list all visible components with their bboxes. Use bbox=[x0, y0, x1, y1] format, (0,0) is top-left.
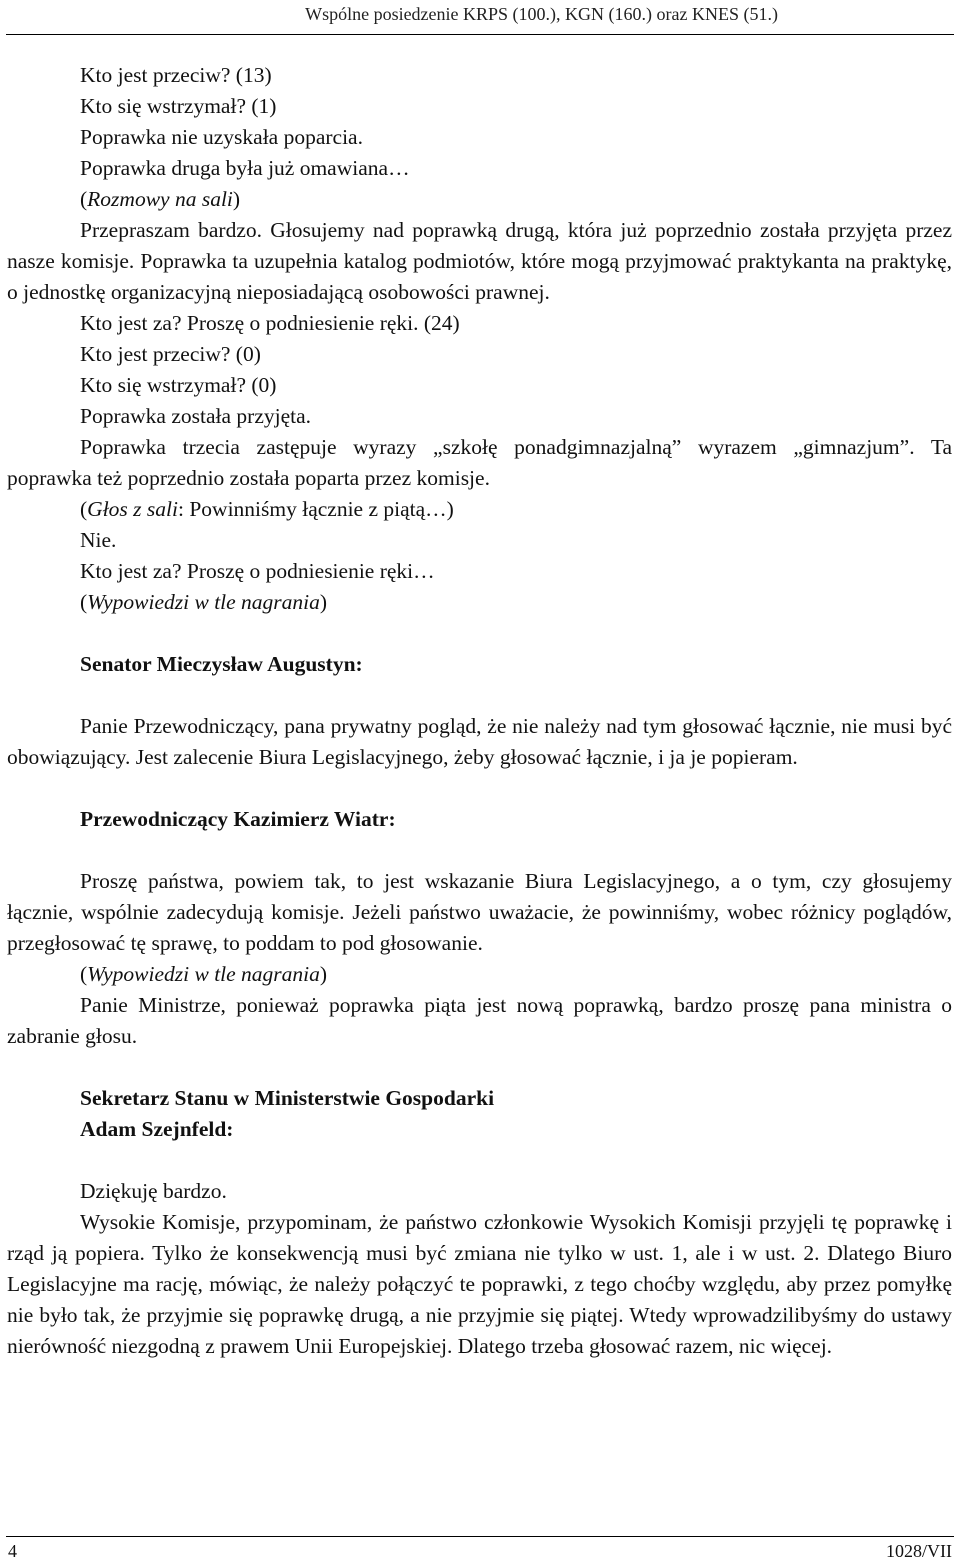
running-header: Wspólne posiedzenie KRPS (100.), KGN (160.) oraz KNES (51.) bbox=[305, 4, 778, 24]
stage-direction: (Głos z sali: Powinniśmy łącznie z piątą…) bbox=[80, 497, 454, 521]
footer-rule bbox=[6, 1536, 954, 1537]
transcript-line: Kto jest przeciw? (13) bbox=[80, 63, 272, 87]
stage-direction: (Wypowiedzi w tle nagrania) bbox=[80, 590, 328, 614]
transcript-line: Dziękuję bardzo. bbox=[80, 1179, 227, 1203]
transcript-paragraph: Przepraszam bardzo. Głosujemy nad poprawką drugą, która już poprzednio została przyjęta przez nasze komisje. Poprawka ta uzupełnia katalog podmiotów, które mogą przyjmować praktykanta na praktykę, o jednostkę organizacyjną nieposiadającą osobowości prawnej. bbox=[7, 218, 952, 304]
stage-direction: (Rozmowy na sali) bbox=[80, 187, 241, 211]
transcript-line: Nie. bbox=[80, 528, 117, 552]
header-rule bbox=[6, 34, 954, 35]
transcript-line: Poprawka druga była już omawiana… bbox=[80, 156, 410, 180]
transcript-paragraph: Proszę państwa, powiem tak, to jest wskazanie Biura Legislacyjnego, a o tym, czy głosujemy łącznie, wspólnie zadecydują komisje. Jeżeli państwo uważacie, że powinniśmy, wobec różnicy poglądów, przegłosować tę sprawę, to poddam to pod głosowanie. bbox=[7, 869, 952, 955]
page-number: 4 bbox=[8, 1541, 17, 1561]
document-code: 1028/VII bbox=[886, 1541, 952, 1561]
transcript-paragraph: Poprawka trzecia zastępuje wyrazy „szkołę ponadgimnazjalną” wyrazem „gimnazjum”. Ta poprawka też poprzednio została poparta przez komisje. bbox=[7, 435, 952, 490]
transcript-line: Kto jest za? Proszę o podniesienie ręki. (24) bbox=[80, 311, 460, 335]
transcript-body bbox=[7, 60, 952, 1362]
stage-direction: (Wypowiedzi w tle nagrania) bbox=[80, 962, 328, 986]
speaker-role: Sekretarz Stanu w Ministerstwie Gospodarki bbox=[80, 1086, 495, 1110]
transcript-line: Poprawka nie uzyskała poparcia. bbox=[80, 125, 363, 149]
transcript-line: Kto się wstrzymał? (0) bbox=[80, 373, 277, 397]
speaker-heading: Przewodniczący Kazimierz Wiatr: bbox=[80, 807, 396, 831]
transcript-line: Kto jest za? Proszę o podniesienie ręki… bbox=[80, 559, 435, 583]
transcript-paragraph: Wysokie Komisje, przypominam, że państwo członkowie Wysokich Komisji przyjęli tę poprawkę i rząd ją popiera. Tylko że konsekwencją musi być zmiana nie tylko w ust. 1, ale i w ust. 2. Dlatego Biuro Legislacyjne ma rację, mówiąc, że należy połączyć te poprawki, z tego choćby względu, aby przez pomyłkę nie było tak, że przyjmie się poprawkę drugą, a nie przyjmie się piątej. Wtedy wprowadzilibyśmy do ustawy nierówność niezgodną z prawem Unii Europejskiej. Dlatego trzeba głosować razem, nic więcej. bbox=[7, 1210, 952, 1358]
transcript-paragraph: Panie Ministrze, ponieważ poprawka piąta jest nową poprawką, bardzo proszę pana ministra o zabranie głosu. bbox=[7, 993, 952, 1048]
transcript-paragraph: Panie Przewodniczący, pana prywatny pogląd, że nie należy nad tym głosować łącznie, nie musi być obowiązujący. Jest zalecenie Biura Legislacyjnego, żeby głosować łącznie, i ja je popieram. bbox=[7, 714, 952, 769]
speaker-name: Adam Szejnfeld: bbox=[80, 1117, 234, 1141]
speaker-heading bbox=[7, 1083, 952, 1145]
speaker-heading: Senator Mieczysław Augustyn: bbox=[80, 652, 363, 676]
transcript-line: Poprawka została przyjęta. bbox=[80, 404, 312, 428]
transcript-line: Kto się wstrzymał? (1) bbox=[80, 94, 277, 118]
transcript-line: Kto jest przeciw? (0) bbox=[80, 342, 261, 366]
